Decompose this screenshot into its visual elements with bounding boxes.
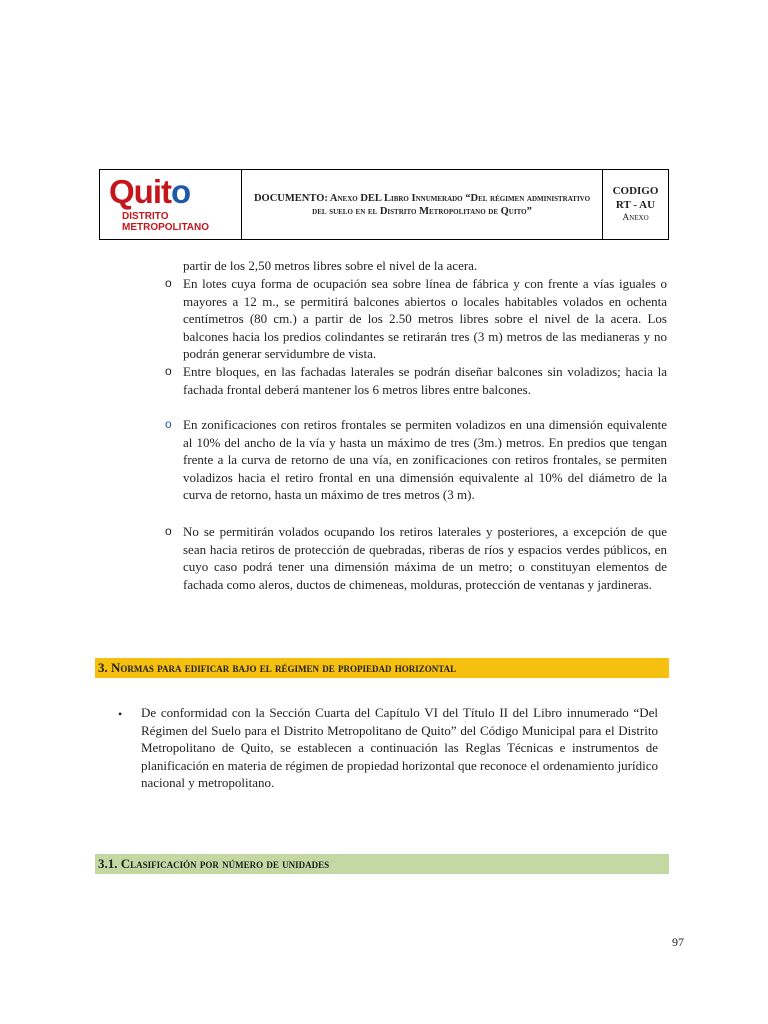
list-marker: o [165,276,172,290]
logo-letter-o: o [170,173,191,210]
quito-logo [109,174,190,210]
document-title-cell [242,170,603,239]
document-title: DOCUMENTO: Anexo DEL Libro Innumerado “Del régimen administrativo del suelo en el Distrito Metropolitano de Quito” [253,192,591,217]
code-label: CODIGO [612,185,659,197]
section-3-1-heading: 3.1. Clasificación por número de unidades [95,854,669,874]
continuation-text: partir de los 2,50 metros libres sobre el nivel de la acera. [183,258,478,273]
section-3-heading: 3. Normas para edificar bajo el régimen de propiedad horizontal [95,658,669,678]
code-cell [603,170,668,239]
code-annex: Anexo [622,213,649,223]
list-item: En zonificaciones con retiros frontales se permiten voladizos en una dimensión equivalente al 10% del ancho de la vía y hasta un máximo de tres (3m.) metros. En predios que tengan frente a la curva de retorno de una vía, en zonificaciones con retiros frontales, se permiten voladizos hacia el retiro frontal en una dimensión equivalente al 10% del diámetro de la curva de retorno, hasta un máximo de tres metros (3 m). [183,417,667,502]
logo-cell [100,170,242,239]
list-item: En lotes cuya forma de ocupación sea sobre línea de fábrica y con frente a vías iguales o mayores a 12 m., se permitirá balcones abiertos o locales habitables volados en ochenta centímetros (80 cm.) a partir de los 2.50 metros libres sobre el nivel de la acera. Los balcones hacia los predios colindantes se retirarán tres (3 m) metros de las medianeras y no podrán generar servidumbre de vista. [183,276,667,361]
logo-word: Quito [109,173,191,210]
section-3-paragraph: De conformidad con la Sección Cuarta del Capítulo VI del Título II del Libro innumerado “Del Régimen del Suelo para el Distrito Metropolitano de Quito” del Código Municipal para el Distrito Metropolitano de Quito, se establecen a continuación las Reglas Técnicas e instrumentos de planificación en materia de régimen de propiedad horizontal que reconoce el ordenamiento jurídico nacional y metropolitano. [141,705,658,790]
code-value: RT - AU [615,199,656,211]
bullet-marker: • [118,707,123,721]
logo-line-metropolitano: METROPOLITANO [122,222,210,233]
list-marker: o [165,524,172,538]
list-item: Entre bloques, en las fachadas laterales se podrán diseñar balcones sin voladizos; hacia la fachada frontal deberá mantener los 6 metros libres entre balcones. [183,364,667,397]
list-marker: o [165,364,172,378]
list-marker: o [165,417,172,431]
page-number: 97 [672,935,684,949]
logo-line-distrito: DISTRITO [122,211,169,222]
document-header-table [99,169,669,240]
list-item: No se permitirán volados ocupando los retiros laterales y posteriores, a excepción de que sean hacia retiros de protección de quebradas, riberas de ríos y espacios verdes públicos, en cuyo caso podrá tener una dimensión máxima de un metro; o constituyan elementos de fachada como aleros, ductos de chimeneas, molduras, protección de ventanas y jardineras. [183,524,667,592]
